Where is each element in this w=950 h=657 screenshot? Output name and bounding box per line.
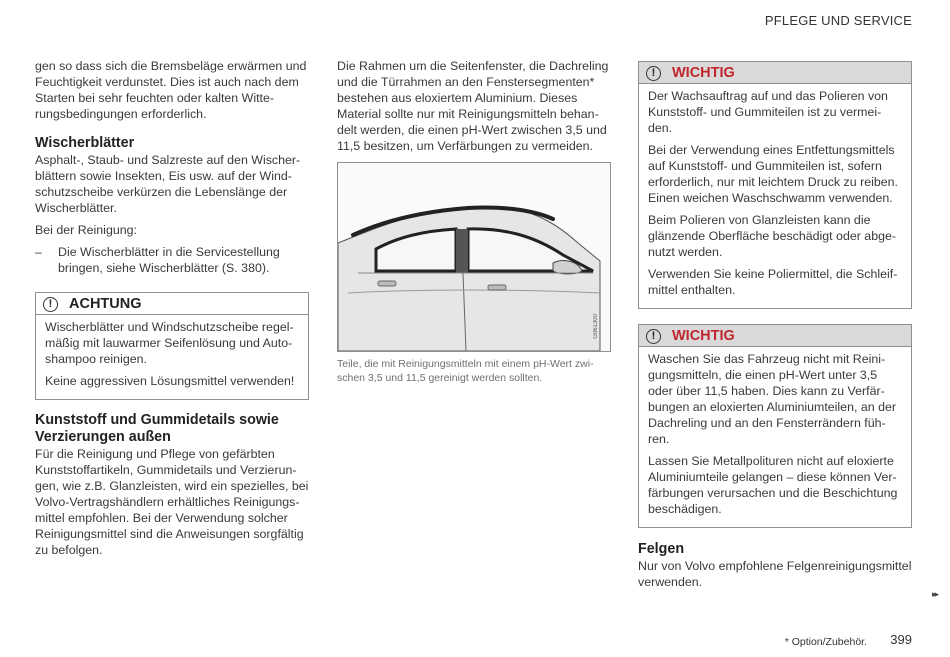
- important-title: WICHTIG: [672, 65, 735, 81]
- caution-body: [36, 315, 308, 399]
- car-drawing: [338, 163, 611, 351]
- important-paragraph: Beim Polieren von Glanzleisten kann die glänzende Oberfläche beschädigt oder abgenutzt werden.: [648, 213, 897, 259]
- list-item: [35, 244, 309, 276]
- important-paragraph: Bei der Verwendung eines Entfettungsmittels auf Kunststoff- und Gummiteilen ist, sofern erforderlich, nur mit leichtem Druck zu reiben. Einen weichen Waschschwamm verwenden.: [648, 143, 898, 205]
- important-paragraph: Waschen Sie das Fahrzeug nicht mit Reinigungsmitteln, die einen pH-Wert unter 3,5 oder über 11,5 haben. Dies kann zu Verfärbungen an eloxierten Aluminiumteilen, an der Dachreling und an den Fensterrändern führen.: [648, 352, 896, 446]
- caution-paragraph: Wischerblätter und Windschutzscheibe regelmäßig mit lauwarmer Seifenlösung und Autoshampoo reinigen.: [45, 320, 294, 366]
- car-side-illustration: [337, 162, 611, 352]
- caution-paragraph: Keine aggressiven Lösungsmittel verwenden!: [45, 374, 295, 388]
- important-header: [639, 62, 911, 84]
- exclamation-circle-icon: !: [646, 66, 661, 81]
- important-paragraph: Der Wachsauftrag auf und das Polieren von Kunststoff- und Gummiteilen ist zu vermeiden.: [648, 89, 888, 135]
- caution-title: ACHTUNG: [69, 296, 142, 312]
- figure-code: G061300: [593, 314, 599, 339]
- dash-bullet: –: [35, 245, 42, 259]
- column-left: [35, 58, 309, 564]
- page-number: 399: [890, 632, 912, 647]
- figure-caption: Teile, die mit Reinigungsmitteln mit einem pH-Wert zwischen 3,5 und 11,5 gereinigt werden sollten.: [337, 358, 594, 384]
- plastic-paragraph: Für die Reinigung und Pflege von gefärbten Kunststoffartikeln, Gummidetails und Verzierungen, wie z.B. Glanzleisten, wird ein spezielles, bei Volvo-Vertragshändlern erhältliches Reinigungsmittel empfohlen. Bei der Verwendung solcher Reinigungsmittel sind die Anweisungen sorgfältig zu befolgen.: [35, 447, 309, 557]
- list-item-text: Die Wischerblätter in die Servicestellung bringen, siehe Wischerblätter (S. 380).: [58, 245, 280, 275]
- intro-paragraph: gen so dass sich die Bremsbeläge erwärmen und Feuchtigkeit verdunstet. Dies ist auch nach dem Starten bei sehr feuchten oder kalten Witterungsbedingungen erforderlich.: [35, 59, 307, 121]
- exclamation-circle-icon: !: [43, 297, 58, 312]
- rims-heading: Felgen: [638, 541, 685, 557]
- important-body: [639, 347, 911, 527]
- column-right: [638, 61, 912, 596]
- important-paragraph: Lassen Sie Metallpolituren nicht auf eloxierte Aluminiumteile gelangen – diese können Verfärbungen verursachen und die Beschichtung beschädigen.: [648, 454, 898, 516]
- important-body: [639, 84, 911, 308]
- plastic-heading: Kunststoff und Gummidetails sowie Verzierungen außen: [35, 412, 279, 445]
- option-footnote: * Option/Zubehör.: [784, 636, 867, 648]
- wiper-heading: Wischerblätter: [35, 135, 135, 151]
- important-title: WICHTIG: [672, 328, 735, 344]
- caution-header: [36, 293, 308, 315]
- important-paragraph: Verwenden Sie keine Poliermittel, die Schleifmittel enthalten.: [648, 267, 898, 297]
- wiper-paragraph: Asphalt-, Staub- und Salzreste auf den Wischerblättern sowie Insekten, Eis usw. auf der Windschutzscheibe verkürzen die Lebenslänge der Wischerblätter.: [35, 153, 301, 215]
- continue-arrow-icon: ▸▸: [931, 589, 937, 599]
- column-middle: [337, 58, 611, 385]
- important-box: [638, 324, 912, 528]
- section-title: PFLEGE UND SERVICE: [764, 13, 912, 28]
- important-header: [639, 325, 911, 347]
- aluminium-paragraph: Die Rahmen um die Seitenfenster, die Dachreling und die Türrahmen an den Fenstersegmenten* bestehen aus eloxiertem Aluminium. Dieses Material sollte nur mit Reinigungsmitteln behandelt werden, die einen pH-Wert zwischen 3,5 und 11,5 besitzen, um Verfärbungen zu vermeiden.: [337, 59, 609, 153]
- important-box: [638, 61, 912, 309]
- cleaning-intro: Bei der Reinigung:: [35, 223, 137, 237]
- exclamation-circle-icon: !: [646, 329, 661, 344]
- rims-paragraph: Nur von Volvo empfohlene Felgenreinigungsmittel verwenden.: [638, 559, 912, 589]
- caution-box: [35, 292, 309, 400]
